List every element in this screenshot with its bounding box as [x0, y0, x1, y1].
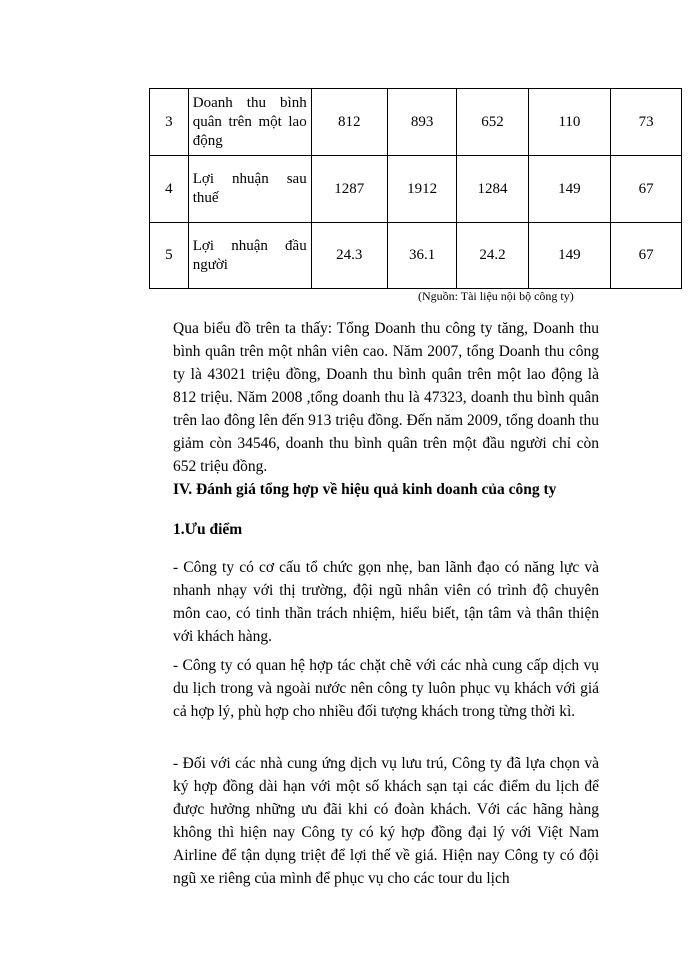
table-row: [150, 89, 682, 156]
row-indicator: Lợi nhuận đầu người: [188, 223, 311, 289]
row-value: 893: [387, 89, 456, 156]
table-row: [150, 223, 682, 289]
row-value: 1912: [387, 156, 456, 223]
row-value: 1284: [457, 156, 528, 223]
row-value: 24.3: [311, 223, 387, 289]
row-number: 4: [150, 156, 189, 223]
row-value: 149: [528, 223, 611, 289]
row-value: 73: [611, 89, 682, 156]
row-value: 36.1: [387, 223, 456, 289]
row-number: 3: [150, 89, 189, 156]
row-value: 67: [611, 156, 682, 223]
advantage-point: - Công ty có quan hệ hợp tác chặt chẽ với các nhà cung cấp dịch vụ du lịch trong và ngoài nước nên công ty luôn phục vụ khách với giá cả hợp lý, phù hợp cho nhiều đối tượng khách trong từng thời kì.: [173, 657, 599, 720]
section-heading: IV. Đánh giá tổng hợp về hiệu quả kinh doanh của công ty: [173, 481, 557, 498]
table-row: [150, 156, 682, 223]
row-value: 24.2: [457, 223, 528, 289]
advantage-point: - Công ty có cơ cấu tổ chức gọn nhẹ, ban lãnh đạo có năng lực và nhanh nhạy với thị trường, đội ngũ nhân viên có trình độ chuyên môn cao, có tinh thần trách nhiệm, hiểu biết, tận tâm và thân thiện với khách hàng.: [173, 559, 599, 645]
row-value: 110: [528, 89, 611, 156]
summary-paragraph: Qua biểu đồ trên ta thấy: Tổng Doanh thu công ty tăng, Doanh thu bình quân trên một nhân viên cao. Năm 2007, tổng Doanh thu công ty là 43021 triệu đồng, Doanh thu bình quân trên một lao động là 812 triệu. Năm 2008 ,tổng doanh thu là 47323, doanh thu bình quân trên lao đông lên đến 913 triệu đồng. Đến năm 2009, tổng doanh thu giảm còn 34546, doanh thu bình quân trên một đầu người chỉ còn 652 triệu đồng.: [173, 320, 599, 475]
subsection-heading: 1.Ưu điểm: [173, 521, 243, 538]
business-results-table: [149, 88, 682, 289]
row-indicator: Lợi nhuận sau thuế: [188, 156, 311, 223]
row-indicator: Doanh thu bình quân trên một lao động: [188, 89, 311, 156]
row-value: 149: [528, 156, 611, 223]
row-value: 652: [457, 89, 528, 156]
row-number: 5: [150, 223, 189, 289]
row-value: 67: [611, 223, 682, 289]
row-value: 812: [311, 89, 387, 156]
source-note: (Nguồn: Tài liệu nội bộ công ty): [418, 289, 574, 303]
advantage-point: - Đối với các nhà cung ứng dịch vụ lưu trú, Công ty đã lựa chọn và ký hợp đồng dài hạn với một số khách sạn tại các điểm du lịch để được hưởng những ưu đãi khi có đoàn khách. Với các hãng hàng không thì hiện nay Công ty có ký hợp đồng đại lý với Việt Nam Airline để tận dụng triệt để lợi thế về giá. Hiện nay Công ty có đội ngũ xe riêng của mình để phục vụ cho các tour du lịch: [173, 755, 599, 887]
row-value: 1287: [311, 156, 387, 223]
